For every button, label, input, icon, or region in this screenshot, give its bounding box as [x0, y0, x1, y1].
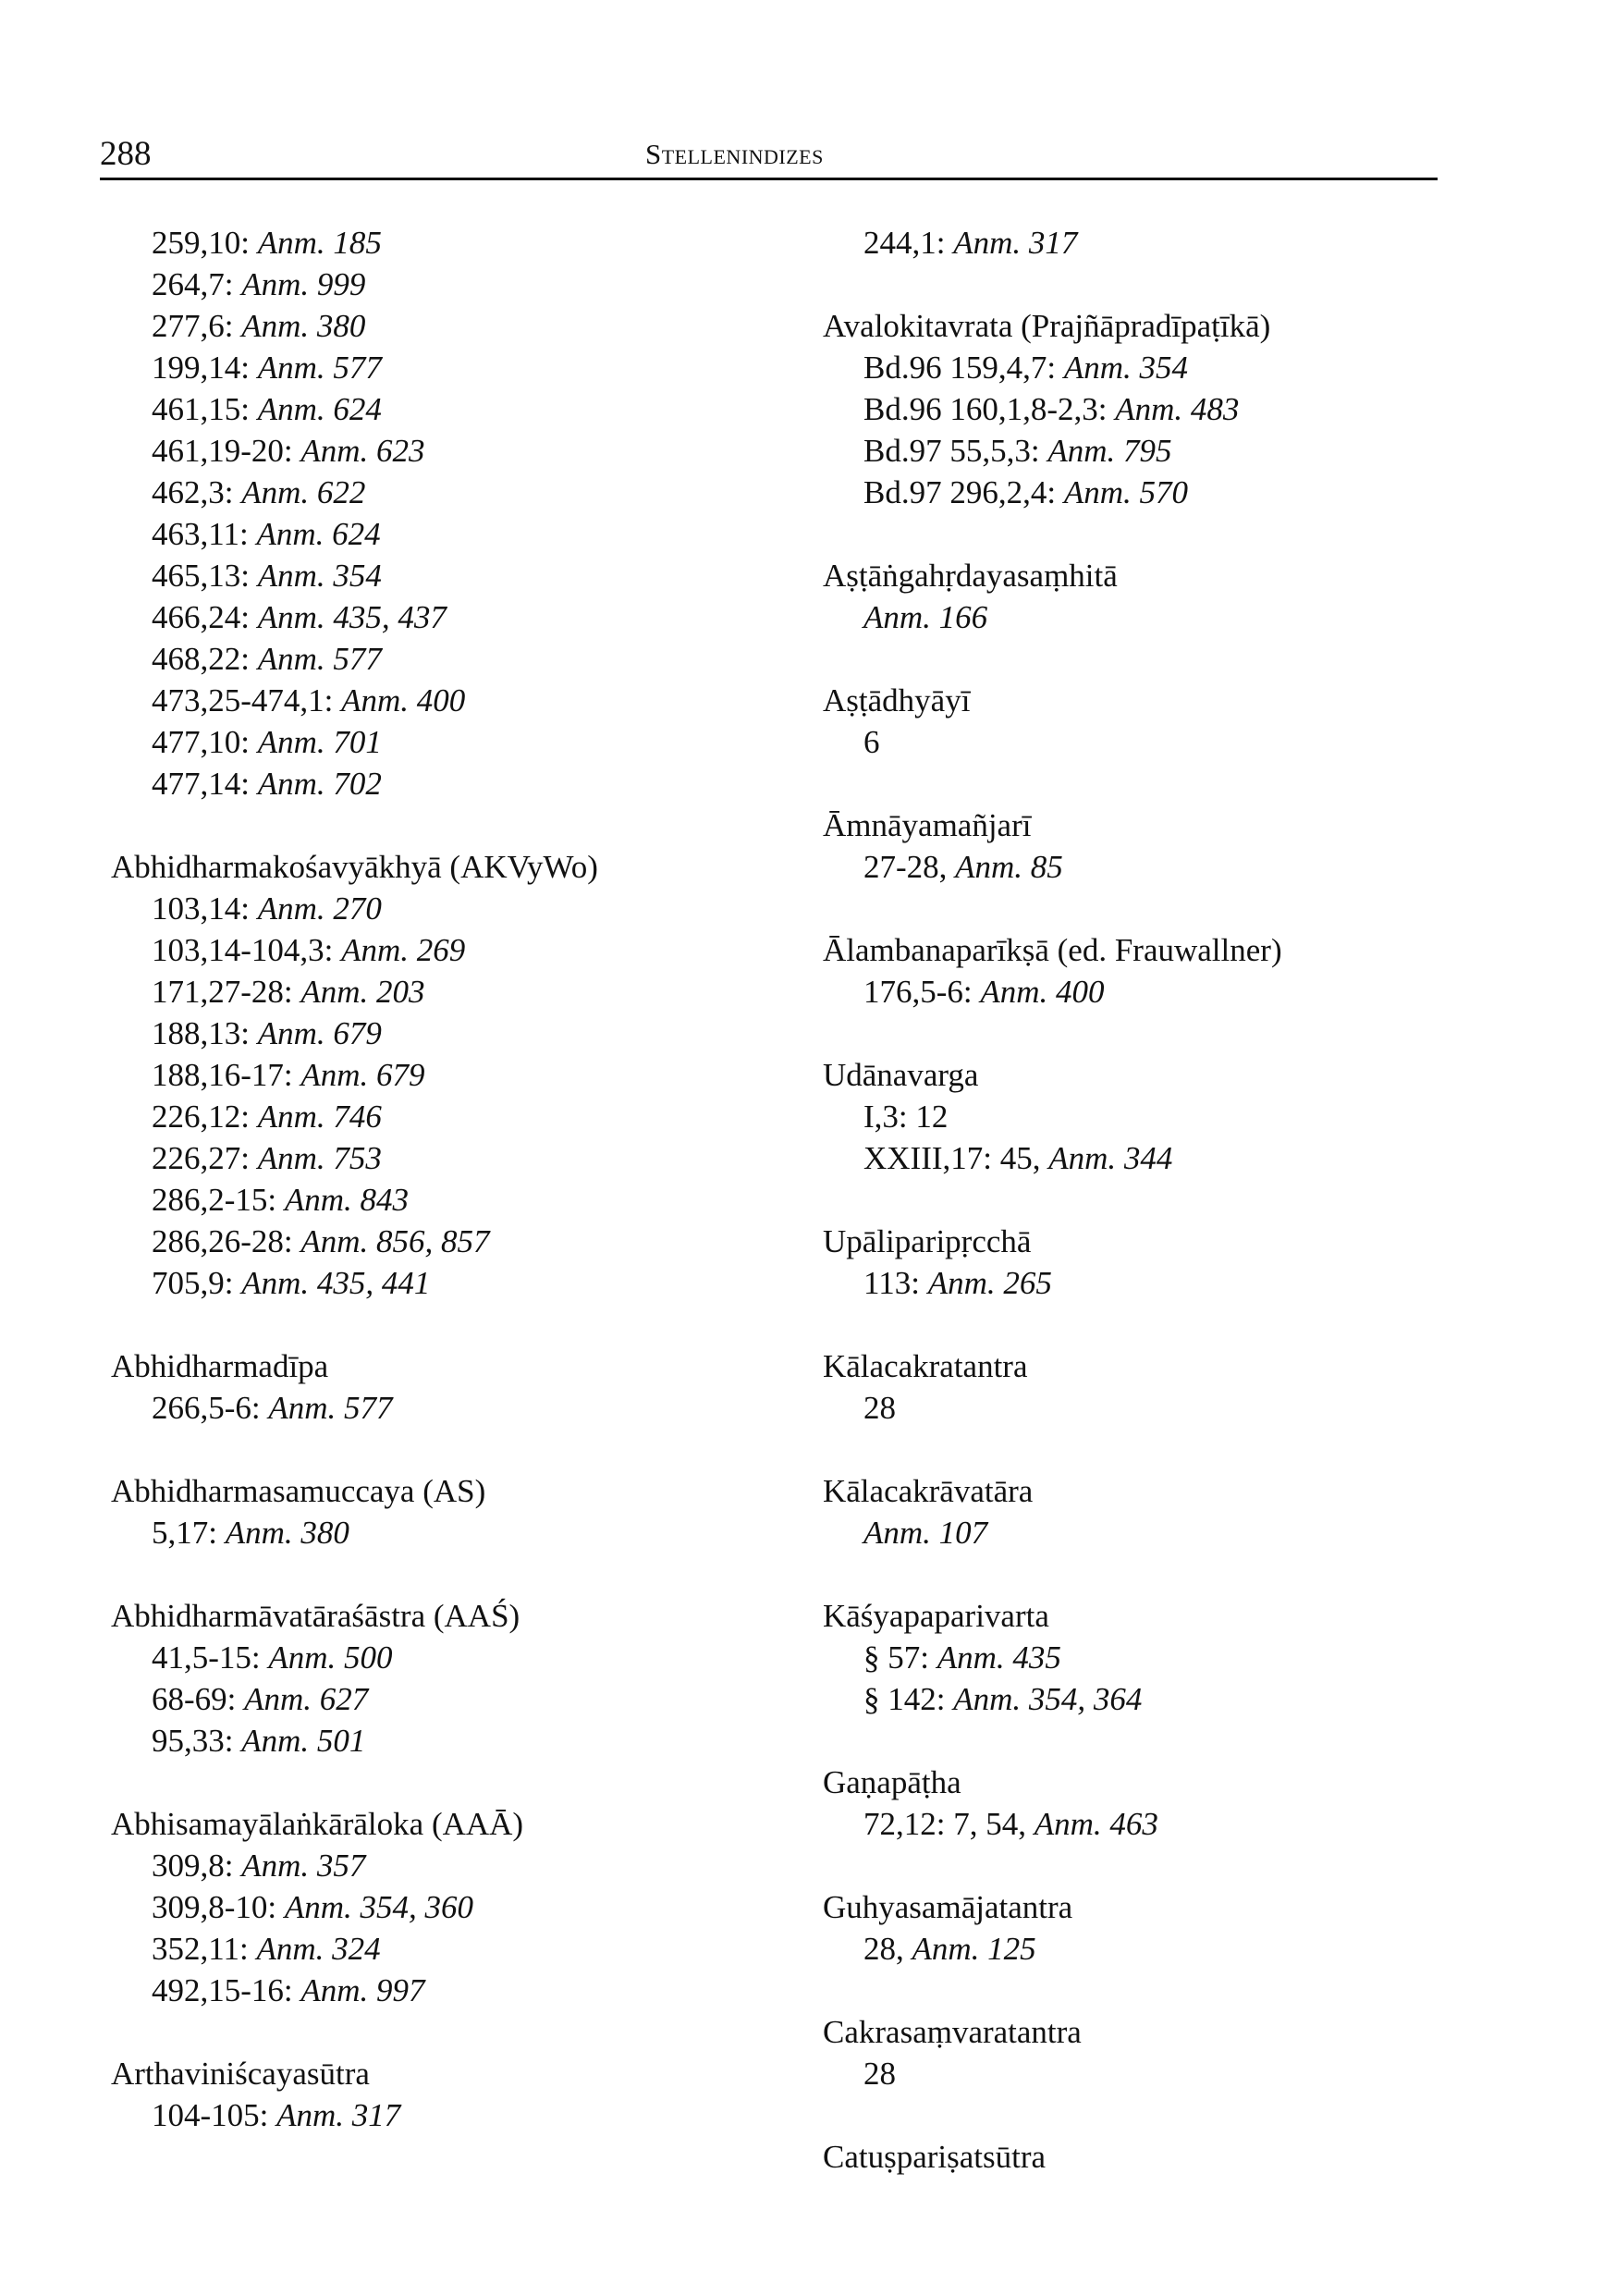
entry-heading: Ālambanaparīkṣā (ed. Frauwallner) [823, 932, 1282, 968]
reference-location: 473,25-474,1: [152, 682, 342, 718]
reference-note: Anm. 324 [256, 1931, 381, 1967]
reference-note: Anm. 624 [256, 516, 381, 552]
index-entry [823, 1762, 1470, 1845]
index-entry [111, 2053, 777, 2136]
index-reference [111, 1387, 777, 1429]
reference-note: Anm. 622 [241, 474, 366, 510]
index-reference [823, 1262, 1470, 1304]
entry-heading: Abhidharmakośavyākhyā (AKVyWo) [111, 849, 598, 885]
index-reference [111, 1970, 777, 2011]
entry-heading: Aṣṭāṅgahṛdayasaṃhitā [823, 558, 1118, 594]
reference-location: 266,5-6: [152, 1390, 269, 1426]
index-reference [111, 1637, 777, 1678]
index-reference [823, 1678, 1470, 1720]
reference-location: 5,17: [152, 1515, 226, 1551]
index-reference [111, 472, 777, 513]
entry-heading: Kālacakrāvatāra [823, 1473, 1034, 1509]
reference-location: 264,7: [152, 266, 242, 302]
reference-location: 72,12: 7, 54, [863, 1806, 1034, 1842]
reference-location: 244,1: [863, 225, 954, 261]
entry-heading: Abhidharmāvatāraśāstra (AAŚ) [111, 1598, 520, 1634]
reference-note: Anm. 354 [1063, 350, 1188, 386]
index-entry [111, 1470, 777, 1553]
reference-note: Anm. 435, 437 [257, 599, 447, 635]
reference-location: XXIII,17: 45, [863, 1140, 1049, 1176]
reference-note: Anm. 577 [257, 641, 382, 677]
entry-heading: Gaṇapāṭha [823, 1764, 961, 1800]
reference-note: Anm. 166 [863, 599, 988, 635]
reference-note: Anm. 400 [341, 682, 466, 718]
reference-location: 466,24: [152, 599, 258, 635]
index-entry [823, 1221, 1470, 1304]
reference-note: Anm. 701 [257, 724, 382, 760]
index-entry [823, 1054, 1470, 1179]
index-entry [823, 2011, 1470, 2094]
reference-note: Anm. 679 [300, 1057, 425, 1093]
reference-location: 103,14: [152, 890, 258, 927]
reference-location: 28 [863, 1390, 896, 1426]
reference-location: 6 [863, 724, 880, 760]
reference-location: 199,14: [152, 350, 258, 386]
reference-note: Anm. 577 [257, 350, 382, 386]
index-entry [823, 1345, 1470, 1429]
reference-note: Anm. 380 [225, 1515, 349, 1551]
reference-note: Anm. 317 [953, 225, 1078, 261]
reference-note: Anm. 203 [300, 974, 425, 1010]
reference-note: Anm. 344 [1048, 1140, 1173, 1176]
index-reference [823, 1387, 1470, 1429]
reference-location: 41,5-15: [152, 1639, 269, 1676]
index-entry [823, 804, 1470, 888]
index-entry [111, 1803, 777, 2011]
index-reference [823, 472, 1470, 513]
entry-heading: Abhidharmadīpa [111, 1348, 329, 1384]
reference-location: 461,15: [152, 391, 258, 427]
index-reference [823, 1928, 1470, 1970]
index-reference [823, 430, 1470, 472]
index-entry [111, 846, 777, 1304]
entry-heading: Abhisamayālaṅkārāloka (AAĀ) [111, 1806, 524, 1842]
reference-note: Anm. 795 [1047, 433, 1172, 469]
reference-location: 28, [863, 1931, 912, 1967]
reference-note: Anm. 753 [257, 1140, 382, 1176]
reference-note: Anm. 746 [257, 1099, 382, 1135]
right-column [823, 222, 1470, 2219]
reference-note: Anm. 627 [244, 1681, 369, 1717]
reference-location: 104-105: [152, 2097, 277, 2133]
index-reference [111, 305, 777, 347]
index-reference [823, 1637, 1470, 1678]
reference-note: Anm. 380 [241, 308, 366, 344]
continued-entry [111, 222, 777, 804]
reference-note: Anm. 354, 360 [284, 1889, 474, 1925]
entry-heading: Cakrasaṃvaratantra [823, 2014, 1082, 2050]
index-reference [823, 846, 1470, 888]
index-reference [823, 1096, 1470, 1137]
index-reference [111, 1137, 777, 1179]
index-reference [111, 2094, 777, 2136]
reference-note: Anm. 999 [241, 266, 366, 302]
reference-location: I,3: 12 [863, 1099, 949, 1135]
reference-note: Anm. 500 [268, 1639, 393, 1676]
index-reference [111, 1221, 777, 1262]
index-reference [823, 2053, 1470, 2094]
reference-note: Anm. 463 [1034, 1806, 1158, 1842]
entry-heading: Kāśyapaparivarta [823, 1598, 1049, 1634]
index-reference [111, 1678, 777, 1720]
reference-location: 226,27: [152, 1140, 258, 1176]
index-reference [823, 347, 1470, 388]
index-reference [111, 763, 777, 804]
reference-location: Bd.96 159,4,7: [863, 350, 1064, 386]
reference-note: Anm. 702 [257, 766, 382, 802]
reference-note: Anm. 570 [1063, 474, 1188, 510]
index-reference [111, 721, 777, 763]
entry-heading: Kālacakratantra [823, 1348, 1028, 1384]
reference-location: 705,9: [152, 1265, 242, 1301]
reference-location: 309,8-10: [152, 1889, 285, 1925]
index-reference [111, 929, 777, 971]
reference-location: 463,11: [152, 516, 257, 552]
index-reference [111, 1054, 777, 1096]
index-entry [823, 929, 1470, 1013]
index-reference [111, 1179, 777, 1221]
index-reference [823, 1137, 1470, 1179]
reference-location: 113: [863, 1265, 928, 1301]
reference-location: Bd.97 296,2,4: [863, 474, 1064, 510]
index-reference [823, 596, 1470, 638]
reference-location: 103,14-104,3: [152, 932, 342, 968]
index-reference [111, 1720, 777, 1762]
reference-note: Anm. 435 [937, 1639, 1061, 1676]
index-reference [111, 1096, 777, 1137]
index-reference [111, 596, 777, 638]
index-reference [823, 1512, 1470, 1553]
reference-location: 492,15-16: [152, 1972, 301, 2008]
reference-note: Anm. 185 [257, 225, 382, 261]
index-entry [111, 1595, 777, 1762]
reference-note: Anm. 354 [257, 558, 382, 594]
index-reference [111, 1845, 777, 1886]
reference-note: Anm. 624 [257, 391, 382, 427]
index-reference [111, 1928, 777, 1970]
reference-note: Anm. 270 [257, 890, 382, 927]
index-entry [823, 1595, 1470, 1720]
left-column [111, 222, 777, 2178]
index-reference [823, 721, 1470, 763]
index-entry [823, 1886, 1470, 1970]
reference-location: 226,12: [152, 1099, 258, 1135]
reference-note: Anm. 623 [300, 433, 425, 469]
reference-note: Anm. 501 [241, 1723, 366, 1759]
reference-note: Anm. 125 [912, 1931, 1036, 1967]
entry-heading: Udānavarga [823, 1057, 979, 1093]
reference-location: 68-69: [152, 1681, 245, 1717]
index-reference [111, 388, 777, 430]
header-rule [100, 178, 1438, 180]
index-reference [111, 555, 777, 596]
reference-location: 468,22: [152, 641, 258, 677]
entry-heading: Āmnāyamañjarī [823, 807, 1032, 843]
index-reference [111, 513, 777, 555]
reference-location: 95,33: [152, 1723, 242, 1759]
index-entry [823, 680, 1470, 763]
reference-location: 188,16-17: [152, 1057, 301, 1093]
reference-note: Anm. 107 [863, 1515, 988, 1551]
reference-note: Anm. 265 [927, 1265, 1052, 1301]
index-reference [111, 347, 777, 388]
reference-location: 176,5-6: [863, 974, 981, 1010]
entry-heading: Abhidharmasamuccaya (AS) [111, 1473, 486, 1509]
index-entry [823, 305, 1470, 513]
index-reference [111, 971, 777, 1013]
index-reference [111, 222, 777, 264]
index-reference [111, 1262, 777, 1304]
entry-heading: Aṣṭādhyāyī [823, 682, 971, 718]
reference-note: Anm. 577 [268, 1390, 393, 1426]
entry-heading: Arthaviniścayasūtra [111, 2056, 370, 2092]
entry-heading: Guhyasamājatantra [823, 1889, 1073, 1925]
reference-note: Anm. 679 [257, 1015, 382, 1051]
index-entry [823, 555, 1470, 638]
reference-location: 277,6: [152, 308, 242, 344]
reference-location: 28 [863, 2056, 896, 2092]
reference-location: Bd.97 55,5,3: [863, 433, 1048, 469]
reference-location: § 142: [863, 1681, 954, 1717]
reference-location: 477,14: [152, 766, 258, 802]
reference-location: Bd.96 160,1,8-2,3: [863, 391, 1116, 427]
index-reference [111, 1013, 777, 1054]
reference-location: 477,10: [152, 724, 258, 760]
reference-note: Anm. 400 [980, 974, 1105, 1010]
reference-note: Anm. 357 [241, 1848, 366, 1884]
reference-note: Anm. 269 [341, 932, 466, 968]
index-reference [111, 680, 777, 721]
index-reference [111, 430, 777, 472]
reference-location: 462,3: [152, 474, 242, 510]
entry-heading: Upāliparipṛcchā [823, 1223, 1032, 1259]
index-reference [823, 388, 1470, 430]
reference-location: 259,10: [152, 225, 258, 261]
reference-location: 27-28, [863, 849, 956, 885]
running-title: Stellenindizes [645, 138, 824, 170]
reference-location: 171,27-28: [152, 974, 301, 1010]
continued-entry [823, 222, 1470, 264]
index-reference [111, 888, 777, 929]
index-reference [111, 1512, 777, 1553]
reference-location: § 57: [863, 1639, 937, 1676]
reference-note: Anm. 843 [284, 1182, 410, 1218]
index-reference [823, 222, 1470, 264]
reference-note: Anm. 85 [955, 849, 1063, 885]
page-header [100, 134, 1438, 178]
index-entry [823, 1470, 1470, 1553]
index-reference [111, 638, 777, 680]
reference-location: 286,26-28: [152, 1223, 301, 1259]
index-reference [111, 1886, 777, 1928]
reference-note: Anm. 483 [1115, 391, 1240, 427]
index-entry [823, 2136, 1470, 2178]
entry-heading: Catuṣpariṣatsūtra [823, 2139, 1047, 2175]
reference-location: 188,13: [152, 1015, 258, 1051]
reference-location: 465,13: [152, 558, 258, 594]
page-number: 288 [100, 135, 152, 173]
reference-location: 309,8: [152, 1848, 242, 1884]
reference-location: 461,19-20: [152, 433, 301, 469]
reference-note: Anm. 856, 857 [300, 1223, 490, 1259]
index-reference [111, 264, 777, 305]
entry-heading: Avalokitavrata (Prajñāpradīpaṭīkā) [823, 308, 1271, 344]
index-reference [823, 971, 1470, 1013]
reference-note: Anm. 435, 441 [241, 1265, 431, 1301]
reference-note: Anm. 997 [300, 1972, 425, 2008]
index-entry [111, 1345, 777, 1429]
reference-note: Anm. 354, 364 [953, 1681, 1143, 1717]
reference-note: Anm. 317 [276, 2097, 401, 2133]
reference-location: 286,2-15: [152, 1182, 285, 1218]
reference-location: 352,11: [152, 1931, 257, 1967]
index-reference [823, 1803, 1470, 1845]
